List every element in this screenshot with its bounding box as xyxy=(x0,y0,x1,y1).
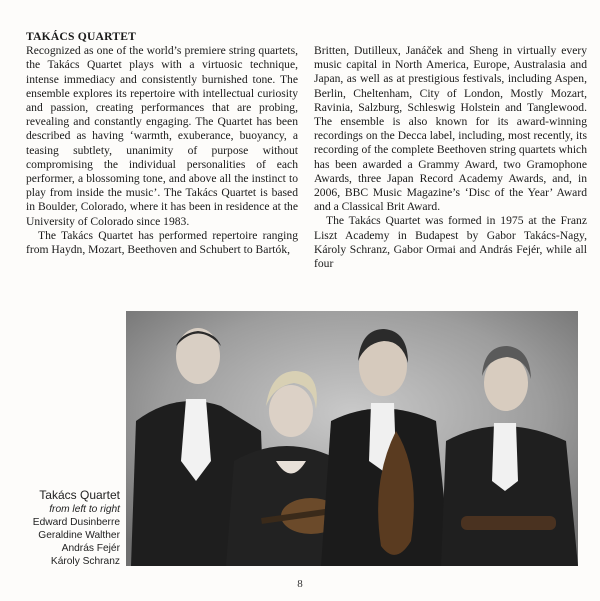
paragraph: The Takács Quartet has performed repertoire ranging from Haydn, Mozart, Beethoven and Schubert to Bartók, xyxy=(26,228,298,257)
quartet-photo xyxy=(126,311,578,566)
paragraph: Britten, Dutilleux, Janáček and Sheng in virtually every music capital in North America, Europe, Australasia and Japan, as well as at prestigious festivals, including Aspen, Berlin, Cheltenham, City of London, Mostly Mozart, Ravinia, Salzburg, Schleswig Holstein and Tanglewood. The ensemble is also known for its award-winning recordings on the Decca label, including, most recently, its recording of the complete Beethoven string quartets which has been awarded a Grammy Award, two Gramophone Awards, three Japan Record Academy Awards, and, in 2006, BBC Music Magazine’s ‘Disc of the Year’ Award and a Classical Brit Award. xyxy=(314,44,587,214)
page-number: 8 xyxy=(297,578,303,590)
caption-subtitle: from left to right xyxy=(49,504,120,515)
right-column xyxy=(314,44,587,271)
caption-name: Károly Schranz xyxy=(50,556,120,567)
paragraph: The Takács Quartet was formed in 1975 at the Franz Liszt Academy in Budapest by Gabor Takács-Nagy, Károly Schranz, Gabor Ormai and András Fejér, while all four xyxy=(314,214,587,271)
caption-name: Edward Dusinberre xyxy=(32,517,120,528)
caption-title: Takács Quartet xyxy=(39,488,120,502)
paragraph: Recognized as one of the world’s premiere string quartets, the Takács Quartet plays with a virtuosic technique, intense immediacy and consistently burnished tone. The ensemble explores its repertoire with intellectual curiosity and passion, creating performances that are probing, revealing and constantly engaging. The Quartet has been described as having ‘warmth, exuberance, buoyancy, a teasing subtlety, unanimity of purpose without compromising the individual personalities of each performer, a blossoming tone, and above all the instinct to play from inside the music’. The Takács Quartet is based in Boulder, Colorado, where it has been in residence at the University of Colorado since 1983. xyxy=(26,44,298,228)
caption-name: András Fejér xyxy=(61,543,120,554)
caption-name: Geraldine Walther xyxy=(38,530,120,541)
article-heading: TAKÁCS QUARTET xyxy=(26,30,137,43)
left-column xyxy=(26,30,298,257)
quartet-photo-illustration xyxy=(126,311,578,566)
photo-caption xyxy=(20,488,120,568)
